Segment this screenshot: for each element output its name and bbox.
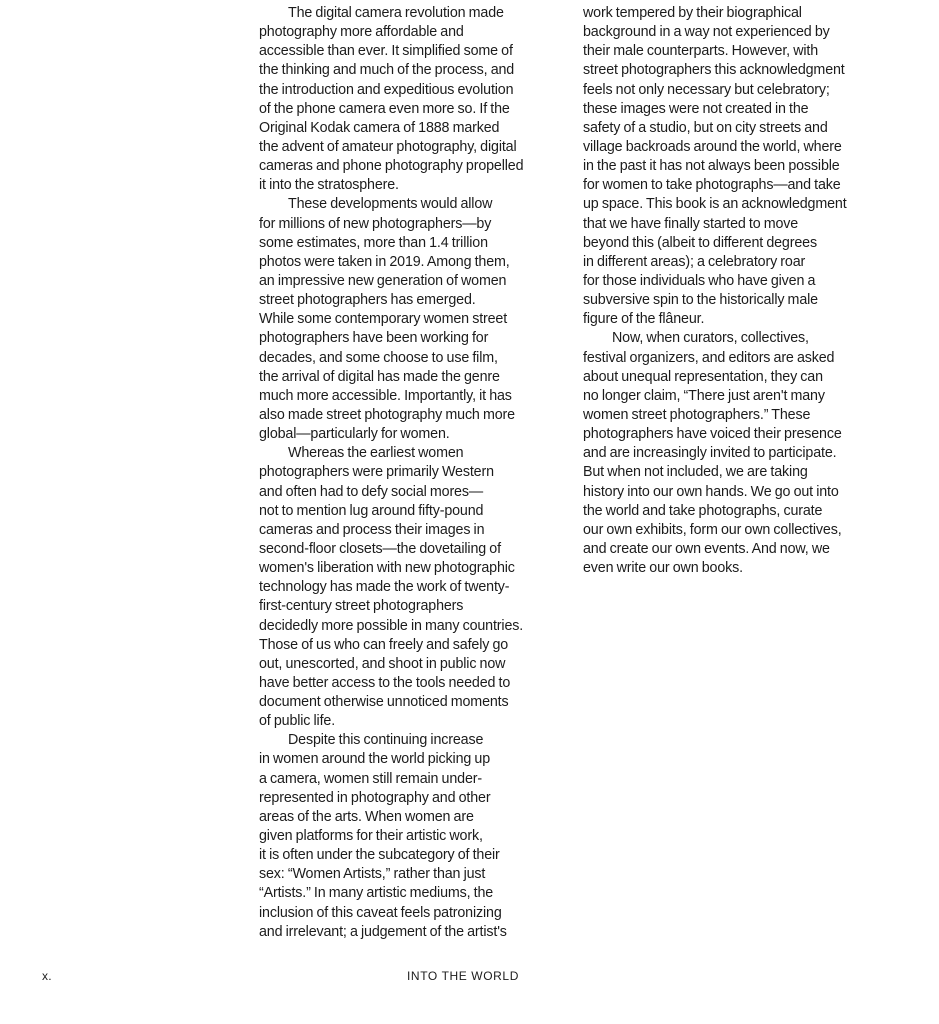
text-line: our own exhibits, form our own collectives,	[583, 521, 842, 538]
text-line: street photographers has emerged.	[259, 292, 476, 309]
text-line: of public life.	[259, 713, 336, 730]
text-line: Original Kodak camera of 1888 marked	[259, 119, 500, 136]
text-line: village backroads around the world, where	[583, 138, 842, 155]
text-line: feels not only necessary but celebratory;	[583, 81, 830, 98]
text-line: photos were taken in 2019. Among them,	[259, 253, 510, 270]
text-line: even write our own books.	[583, 560, 743, 577]
text-line: for millions of new photographers—by	[259, 215, 492, 232]
text-line: these images were not created in the	[583, 100, 809, 117]
text-line: and are increasingly invited to participate.	[583, 445, 837, 462]
text-line: photographers were primarily Western	[259, 464, 494, 481]
page-number: x.	[42, 969, 52, 983]
text-line: festival organizers, and editors are asked	[583, 349, 835, 366]
text-line: and create our own events. And now, we	[583, 540, 830, 557]
text-line: given platforms for their artistic work,	[259, 828, 483, 845]
text-line: Despite this continuing increase	[288, 732, 484, 749]
text-line: work tempered by their biographical	[583, 5, 802, 21]
text-line: in women around the world picking up	[259, 751, 491, 768]
text-line: their male counterparts. However, with	[583, 43, 819, 60]
text-line: Those of us who can freely and safely go	[259, 636, 509, 653]
text-line: But when not included, we are taking	[583, 464, 808, 481]
text-line: it is often under the subcategory of their	[259, 847, 500, 864]
text-line: about unequal representation, they can	[583, 368, 823, 385]
text-line: a camera, women still remain under-	[259, 770, 482, 787]
text-line: and often had to defy social mores—	[259, 483, 484, 500]
text-line: much more accessible. Importantly, it has	[259, 387, 512, 404]
text-line: document otherwise unnoticed moments	[259, 694, 509, 711]
text-line: it into the stratosphere.	[259, 177, 399, 194]
text-line: out, unescorted, and shoot in public now	[259, 655, 506, 672]
text-line: cameras and phone photography propelled	[259, 158, 524, 175]
text-line: that we have finally started to move	[583, 215, 799, 232]
text-line: women street photographers.” These	[583, 406, 811, 423]
text-line: for those individuals who have given a	[583, 272, 816, 289]
running-title: INTO THE WORLD	[407, 969, 519, 983]
text-line: Now, when curators, collectives,	[612, 330, 809, 347]
text-line: decades, and some choose to use film,	[259, 349, 498, 366]
text-line: the advent of amateur photography, digital	[259, 138, 517, 155]
text-line: photographers have been working for	[259, 330, 489, 347]
text-line: technology has made the work of twenty-	[259, 579, 510, 596]
text-line: “Artists.” In many artistic mediums, the	[259, 885, 494, 902]
text-line: the world and take photographs, curate	[583, 502, 823, 519]
text-line: The digital camera revolution made	[288, 5, 504, 21]
right-text-column	[583, 4, 883, 578]
text-line: an impressive new generation of women	[259, 272, 507, 289]
text-line: have better access to the tools needed to	[259, 674, 511, 691]
text-line: no longer claim, “There just aren't many	[583, 387, 825, 404]
text-line: first-century street photographers	[259, 598, 464, 615]
text-line: of the phone camera even more so. If the	[259, 100, 510, 117]
text-line: history into our own hands. We go out into	[583, 483, 839, 500]
text-line: accessible than ever. It simplified some of	[259, 43, 513, 60]
text-line: the introduction and expeditious evolution	[259, 81, 514, 98]
text-line: sex: “Women Artists,” rather than just	[259, 866, 486, 883]
text-line: the arrival of digital has made the genre	[259, 368, 500, 385]
text-line: women's liberation with new photographic	[259, 560, 515, 577]
text-line: safety of a studio, but on city streets and	[583, 119, 828, 136]
text-line: figure of the flâneur.	[583, 311, 705, 328]
text-line: second-floor closets—the dovetailing of	[259, 540, 501, 557]
text-line: street photographers this acknowledgment	[583, 62, 845, 79]
text-line: These developments would allow	[288, 196, 493, 213]
text-line: beyond this (albeit to different degrees	[583, 234, 817, 251]
text-line: areas of the arts. When women are	[259, 808, 474, 825]
text-line: photography more affordable and	[259, 24, 464, 41]
text-line: some estimates, more than 1.4 trillion	[259, 234, 488, 251]
text-line: decidedly more possible in many countries.	[259, 617, 524, 634]
text-line: Whereas the earliest women	[288, 445, 464, 462]
text-line: up space. This book is an acknowledgment	[583, 196, 847, 213]
text-line: in different areas); a celebratory roar	[583, 253, 806, 270]
text-line: in the past it has not always been possible	[583, 158, 840, 175]
text-line: and irrelevant; a judgement of the artist's	[259, 923, 507, 940]
text-line: for women to take photographs—and take	[583, 177, 841, 194]
text-line: global—particularly for women.	[259, 426, 450, 443]
text-line: the thinking and much of the process, and	[259, 62, 515, 79]
left-text-column	[259, 4, 559, 942]
text-line: photographers have voiced their presence	[583, 426, 842, 443]
text-line: cameras and process their images in	[259, 521, 485, 538]
text-line: not to mention lug around fifty-pound	[259, 502, 484, 519]
text-line: background in a way not experienced by	[583, 24, 830, 41]
text-line: inclusion of this caveat feels patronizing	[259, 904, 502, 921]
text-line: also made street photography much more	[259, 406, 515, 423]
text-line: subversive spin to the historically male	[583, 292, 818, 309]
text-line: represented in photography and other	[259, 789, 491, 806]
text-line: While some contemporary women street	[259, 311, 508, 328]
